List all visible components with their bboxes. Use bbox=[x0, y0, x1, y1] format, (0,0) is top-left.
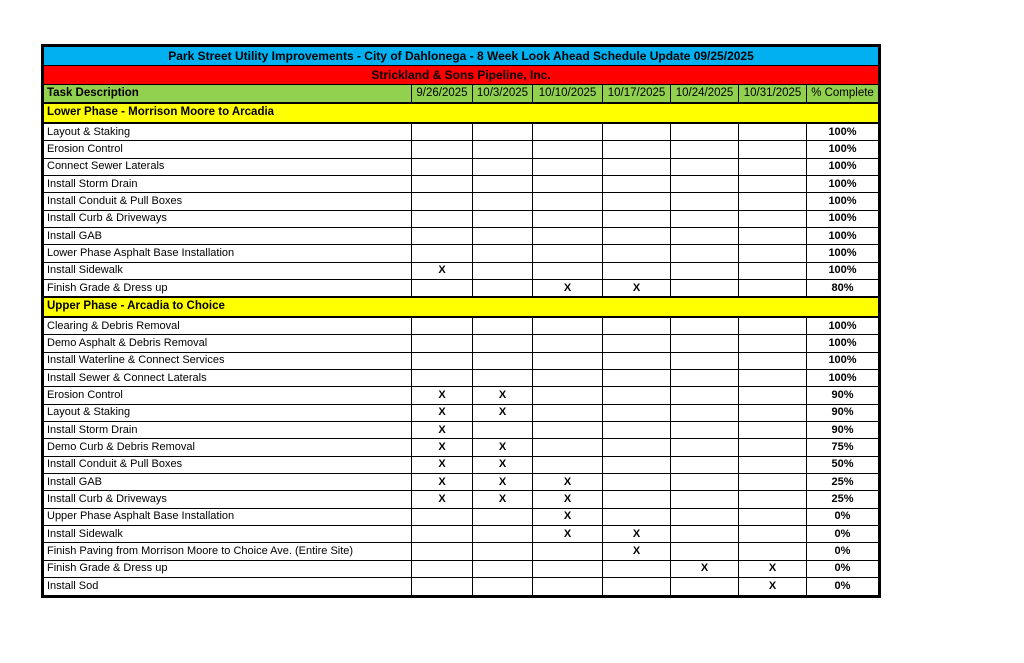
task-row bbox=[43, 335, 880, 352]
percent-complete-cell: 100% bbox=[807, 352, 880, 369]
percent-complete-cell: 90% bbox=[807, 387, 880, 404]
task-description-cell: Install Conduit & Pull Boxes bbox=[43, 193, 412, 210]
week-scheduled-mark-cell: X bbox=[412, 439, 473, 456]
week-empty-cell bbox=[671, 335, 739, 352]
week-empty-cell bbox=[671, 404, 739, 421]
percent-complete-cell: 80% bbox=[807, 279, 880, 297]
week-empty-cell bbox=[533, 578, 603, 597]
week-empty-cell bbox=[603, 508, 671, 525]
percent-complete-cell: 100% bbox=[807, 245, 880, 262]
week-empty-cell bbox=[473, 175, 533, 192]
week-empty-cell bbox=[739, 422, 807, 439]
week-scheduled-mark-cell: X bbox=[739, 560, 807, 577]
week-scheduled-mark-cell: X bbox=[412, 262, 473, 279]
week-empty-cell bbox=[739, 404, 807, 421]
percent-complete-cell: 100% bbox=[807, 262, 880, 279]
week-empty-cell bbox=[671, 474, 739, 491]
task-row bbox=[43, 141, 880, 158]
week-scheduled-mark-cell: X bbox=[533, 526, 603, 543]
title-row bbox=[43, 46, 880, 66]
task-description-cell: Finish Grade & Dress up bbox=[43, 560, 412, 577]
week-empty-cell bbox=[603, 193, 671, 210]
task-row bbox=[43, 491, 880, 508]
percent-complete-cell: 100% bbox=[807, 141, 880, 158]
task-description-cell: Install Storm Drain bbox=[43, 175, 412, 192]
week-empty-cell bbox=[533, 175, 603, 192]
week-empty-cell bbox=[412, 227, 473, 244]
week-scheduled-mark-cell: X bbox=[671, 560, 739, 577]
column-header-week-5: 10/24/2025 bbox=[671, 84, 739, 103]
week-empty-cell bbox=[473, 335, 533, 352]
task-row bbox=[43, 245, 880, 262]
task-description-cell: Finish Paving from Morrison Moore to Choice Ave. (Entire Site) bbox=[43, 543, 412, 560]
percent-complete-cell: 100% bbox=[807, 370, 880, 387]
week-empty-cell bbox=[739, 317, 807, 335]
week-empty-cell bbox=[739, 245, 807, 262]
week-empty-cell bbox=[739, 175, 807, 192]
week-empty-cell bbox=[603, 387, 671, 404]
week-empty-cell bbox=[603, 422, 671, 439]
task-row bbox=[43, 508, 880, 525]
task-description-cell: Erosion Control bbox=[43, 141, 412, 158]
percent-complete-cell: 25% bbox=[807, 491, 880, 508]
task-row bbox=[43, 227, 880, 244]
week-empty-cell bbox=[473, 210, 533, 227]
percent-complete-cell: 100% bbox=[807, 158, 880, 175]
percent-complete-cell: 100% bbox=[807, 227, 880, 244]
week-empty-cell bbox=[473, 193, 533, 210]
week-empty-cell bbox=[739, 474, 807, 491]
week-empty-cell bbox=[739, 210, 807, 227]
week-scheduled-mark-cell: X bbox=[412, 422, 473, 439]
column-header-percent-complete: % Complete bbox=[807, 84, 880, 103]
column-header-week-4: 10/17/2025 bbox=[603, 84, 671, 103]
task-row bbox=[43, 210, 880, 227]
task-row bbox=[43, 352, 880, 369]
week-scheduled-mark-cell: X bbox=[412, 456, 473, 473]
week-empty-cell bbox=[412, 175, 473, 192]
week-empty-cell bbox=[473, 158, 533, 175]
task-row bbox=[43, 387, 880, 404]
week-empty-cell bbox=[473, 317, 533, 335]
week-empty-cell bbox=[603, 335, 671, 352]
week-empty-cell bbox=[533, 404, 603, 421]
week-scheduled-mark-cell: X bbox=[473, 474, 533, 491]
week-scheduled-mark-cell: X bbox=[533, 474, 603, 491]
week-empty-cell bbox=[473, 245, 533, 262]
week-empty-cell bbox=[533, 141, 603, 158]
week-empty-cell bbox=[603, 158, 671, 175]
week-empty-cell bbox=[739, 387, 807, 404]
week-empty-cell bbox=[533, 317, 603, 335]
percent-complete-cell: 0% bbox=[807, 508, 880, 525]
column-header-week-3: 10/10/2025 bbox=[533, 84, 603, 103]
section-label: Upper Phase - Arcadia to Choice bbox=[43, 297, 880, 316]
column-header-week-6: 10/31/2025 bbox=[739, 84, 807, 103]
week-empty-cell bbox=[533, 123, 603, 141]
week-empty-cell bbox=[603, 262, 671, 279]
task-row bbox=[43, 158, 880, 175]
task-row bbox=[43, 370, 880, 387]
week-empty-cell bbox=[412, 352, 473, 369]
week-scheduled-mark-cell: X bbox=[533, 491, 603, 508]
task-description-cell: Install Sod bbox=[43, 578, 412, 597]
task-description-cell: Upper Phase Asphalt Base Installation bbox=[43, 508, 412, 525]
percent-complete-cell: 90% bbox=[807, 404, 880, 421]
week-empty-cell bbox=[603, 456, 671, 473]
percent-complete-cell: 100% bbox=[807, 123, 880, 141]
task-description-cell: Clearing & Debris Removal bbox=[43, 317, 412, 335]
week-scheduled-mark-cell: X bbox=[412, 404, 473, 421]
week-empty-cell bbox=[533, 370, 603, 387]
week-empty-cell bbox=[671, 227, 739, 244]
week-empty-cell bbox=[533, 543, 603, 560]
week-empty-cell bbox=[671, 526, 739, 543]
week-empty-cell bbox=[473, 508, 533, 525]
week-empty-cell bbox=[671, 387, 739, 404]
week-empty-cell bbox=[412, 279, 473, 297]
week-empty-cell bbox=[473, 227, 533, 244]
week-empty-cell bbox=[533, 158, 603, 175]
week-scheduled-mark-cell: X bbox=[412, 387, 473, 404]
task-row bbox=[43, 526, 880, 543]
week-empty-cell bbox=[412, 578, 473, 597]
percent-complete-cell: 100% bbox=[807, 317, 880, 335]
week-empty-cell bbox=[671, 370, 739, 387]
week-empty-cell bbox=[671, 578, 739, 597]
week-empty-cell bbox=[739, 508, 807, 525]
week-empty-cell bbox=[739, 370, 807, 387]
week-empty-cell bbox=[739, 456, 807, 473]
week-empty-cell bbox=[473, 141, 533, 158]
week-empty-cell bbox=[533, 245, 603, 262]
week-empty-cell bbox=[473, 543, 533, 560]
week-empty-cell bbox=[412, 335, 473, 352]
percent-complete-cell: 100% bbox=[807, 210, 880, 227]
week-empty-cell bbox=[739, 543, 807, 560]
week-empty-cell bbox=[671, 245, 739, 262]
task-description-cell: Install Conduit & Pull Boxes bbox=[43, 456, 412, 473]
week-empty-cell bbox=[603, 317, 671, 335]
task-description-cell: Layout & Staking bbox=[43, 404, 412, 421]
week-empty-cell bbox=[412, 141, 473, 158]
task-description-cell: Install Sewer & Connect Laterals bbox=[43, 370, 412, 387]
week-empty-cell bbox=[603, 578, 671, 597]
week-empty-cell bbox=[739, 227, 807, 244]
section-row bbox=[43, 297, 880, 316]
week-empty-cell bbox=[603, 474, 671, 491]
column-header-row bbox=[43, 84, 880, 103]
task-description-cell: Connect Sewer Laterals bbox=[43, 158, 412, 175]
week-empty-cell bbox=[603, 439, 671, 456]
week-empty-cell bbox=[412, 123, 473, 141]
week-empty-cell bbox=[473, 352, 533, 369]
week-empty-cell bbox=[603, 210, 671, 227]
week-empty-cell bbox=[603, 404, 671, 421]
task-description-cell: Install Curb & Driveways bbox=[43, 491, 412, 508]
percent-complete-cell: 90% bbox=[807, 422, 880, 439]
section-label: Lower Phase - Morrison Moore to Arcadia bbox=[43, 103, 880, 122]
week-scheduled-mark-cell: X bbox=[533, 508, 603, 525]
percent-complete-cell: 50% bbox=[807, 456, 880, 473]
week-empty-cell bbox=[671, 439, 739, 456]
week-scheduled-mark-cell: X bbox=[473, 387, 533, 404]
week-scheduled-mark-cell: X bbox=[473, 456, 533, 473]
percent-complete-cell: 25% bbox=[807, 474, 880, 491]
task-row bbox=[43, 317, 880, 335]
week-empty-cell bbox=[412, 245, 473, 262]
percent-complete-cell: 100% bbox=[807, 175, 880, 192]
task-row bbox=[43, 422, 880, 439]
week-scheduled-mark-cell: X bbox=[603, 526, 671, 543]
section-row bbox=[43, 103, 880, 122]
task-row bbox=[43, 543, 880, 560]
percent-complete-cell: 100% bbox=[807, 335, 880, 352]
week-empty-cell bbox=[473, 279, 533, 297]
task-description-cell: Install GAB bbox=[43, 474, 412, 491]
week-empty-cell bbox=[412, 370, 473, 387]
week-empty-cell bbox=[533, 193, 603, 210]
week-empty-cell bbox=[412, 210, 473, 227]
week-empty-cell bbox=[671, 193, 739, 210]
task-description-cell: Demo Curb & Debris Removal bbox=[43, 439, 412, 456]
week-empty-cell bbox=[739, 262, 807, 279]
schedule-title: Park Street Utility Improvements - City of Dahlonega - 8 Week Look Ahead Schedule Update 09/25/2025 bbox=[43, 46, 880, 66]
week-empty-cell bbox=[671, 158, 739, 175]
task-description-cell: Layout & Staking bbox=[43, 123, 412, 141]
week-empty-cell bbox=[412, 543, 473, 560]
week-empty-cell bbox=[671, 543, 739, 560]
week-scheduled-mark-cell: X bbox=[739, 578, 807, 597]
week-empty-cell bbox=[412, 317, 473, 335]
week-empty-cell bbox=[739, 279, 807, 297]
week-empty-cell bbox=[473, 370, 533, 387]
week-empty-cell bbox=[671, 352, 739, 369]
week-empty-cell bbox=[739, 352, 807, 369]
week-empty-cell bbox=[412, 508, 473, 525]
task-description-cell: Lower Phase Asphalt Base Installation bbox=[43, 245, 412, 262]
task-row bbox=[43, 578, 880, 597]
task-description-cell: Install Waterline & Connect Services bbox=[43, 352, 412, 369]
week-empty-cell bbox=[671, 175, 739, 192]
week-empty-cell bbox=[671, 141, 739, 158]
task-description-cell: Finish Grade & Dress up bbox=[43, 279, 412, 297]
percent-complete-cell: 75% bbox=[807, 439, 880, 456]
week-scheduled-mark-cell: X bbox=[473, 404, 533, 421]
week-empty-cell bbox=[603, 245, 671, 262]
week-empty-cell bbox=[533, 560, 603, 577]
week-empty-cell bbox=[412, 193, 473, 210]
week-empty-cell bbox=[603, 227, 671, 244]
week-empty-cell bbox=[473, 123, 533, 141]
week-empty-cell bbox=[739, 491, 807, 508]
week-empty-cell bbox=[473, 578, 533, 597]
week-empty-cell bbox=[671, 123, 739, 141]
company-name: Strickland & Sons Pipeline, Inc. bbox=[43, 66, 880, 85]
week-empty-cell bbox=[603, 175, 671, 192]
week-empty-cell bbox=[671, 210, 739, 227]
week-scheduled-mark-cell: X bbox=[412, 491, 473, 508]
company-row bbox=[43, 66, 880, 85]
task-row bbox=[43, 404, 880, 421]
week-empty-cell bbox=[739, 123, 807, 141]
task-description-cell: Install Storm Drain bbox=[43, 422, 412, 439]
week-empty-cell bbox=[671, 262, 739, 279]
week-empty-cell bbox=[533, 210, 603, 227]
week-empty-cell bbox=[603, 560, 671, 577]
week-empty-cell bbox=[412, 560, 473, 577]
week-scheduled-mark-cell: X bbox=[533, 279, 603, 297]
week-empty-cell bbox=[473, 262, 533, 279]
week-empty-cell bbox=[603, 491, 671, 508]
week-scheduled-mark-cell: X bbox=[473, 491, 533, 508]
week-empty-cell bbox=[603, 123, 671, 141]
week-empty-cell bbox=[533, 335, 603, 352]
week-empty-cell bbox=[412, 526, 473, 543]
week-empty-cell bbox=[603, 352, 671, 369]
task-description-cell: Install GAB bbox=[43, 227, 412, 244]
week-empty-cell bbox=[533, 262, 603, 279]
task-row bbox=[43, 123, 880, 141]
week-empty-cell bbox=[671, 422, 739, 439]
percent-complete-cell: 0% bbox=[807, 543, 880, 560]
column-header-task-description: Task Description bbox=[43, 84, 412, 103]
week-empty-cell bbox=[671, 279, 739, 297]
week-empty-cell bbox=[473, 560, 533, 577]
schedule-body bbox=[43, 46, 880, 597]
week-scheduled-mark-cell: X bbox=[473, 439, 533, 456]
percent-complete-cell: 0% bbox=[807, 578, 880, 597]
week-empty-cell bbox=[533, 387, 603, 404]
task-description-cell: Install Sidewalk bbox=[43, 262, 412, 279]
week-empty-cell bbox=[533, 352, 603, 369]
task-description-cell: Install Sidewalk bbox=[43, 526, 412, 543]
week-scheduled-mark-cell: X bbox=[412, 474, 473, 491]
week-empty-cell bbox=[603, 141, 671, 158]
week-empty-cell bbox=[739, 439, 807, 456]
week-empty-cell bbox=[533, 227, 603, 244]
week-empty-cell bbox=[739, 158, 807, 175]
week-empty-cell bbox=[739, 526, 807, 543]
percent-complete-cell: 100% bbox=[807, 193, 880, 210]
week-scheduled-mark-cell: X bbox=[603, 543, 671, 560]
week-empty-cell bbox=[473, 422, 533, 439]
week-empty-cell bbox=[739, 193, 807, 210]
task-row bbox=[43, 279, 880, 297]
task-row bbox=[43, 439, 880, 456]
column-header-week-2: 10/3/2025 bbox=[473, 84, 533, 103]
lookahead-schedule-table bbox=[41, 44, 881, 598]
percent-complete-cell: 0% bbox=[807, 560, 880, 577]
week-empty-cell bbox=[671, 456, 739, 473]
column-header-week-1: 9/26/2025 bbox=[412, 84, 473, 103]
task-description-cell: Demo Asphalt & Debris Removal bbox=[43, 335, 412, 352]
week-empty-cell bbox=[533, 439, 603, 456]
task-row bbox=[43, 175, 880, 192]
week-empty-cell bbox=[533, 456, 603, 473]
week-empty-cell bbox=[533, 422, 603, 439]
week-empty-cell bbox=[739, 335, 807, 352]
task-row bbox=[43, 456, 880, 473]
schedule-sheet bbox=[41, 44, 881, 598]
week-empty-cell bbox=[671, 317, 739, 335]
week-scheduled-mark-cell: X bbox=[603, 279, 671, 297]
week-empty-cell bbox=[671, 508, 739, 525]
task-row bbox=[43, 474, 880, 491]
task-row bbox=[43, 193, 880, 210]
week-empty-cell bbox=[671, 491, 739, 508]
task-row bbox=[43, 262, 880, 279]
percent-complete-cell: 0% bbox=[807, 526, 880, 543]
week-empty-cell bbox=[473, 526, 533, 543]
week-empty-cell bbox=[739, 141, 807, 158]
task-description-cell: Install Curb & Driveways bbox=[43, 210, 412, 227]
task-description-cell: Erosion Control bbox=[43, 387, 412, 404]
task-row bbox=[43, 560, 880, 577]
week-empty-cell bbox=[412, 158, 473, 175]
week-empty-cell bbox=[603, 370, 671, 387]
